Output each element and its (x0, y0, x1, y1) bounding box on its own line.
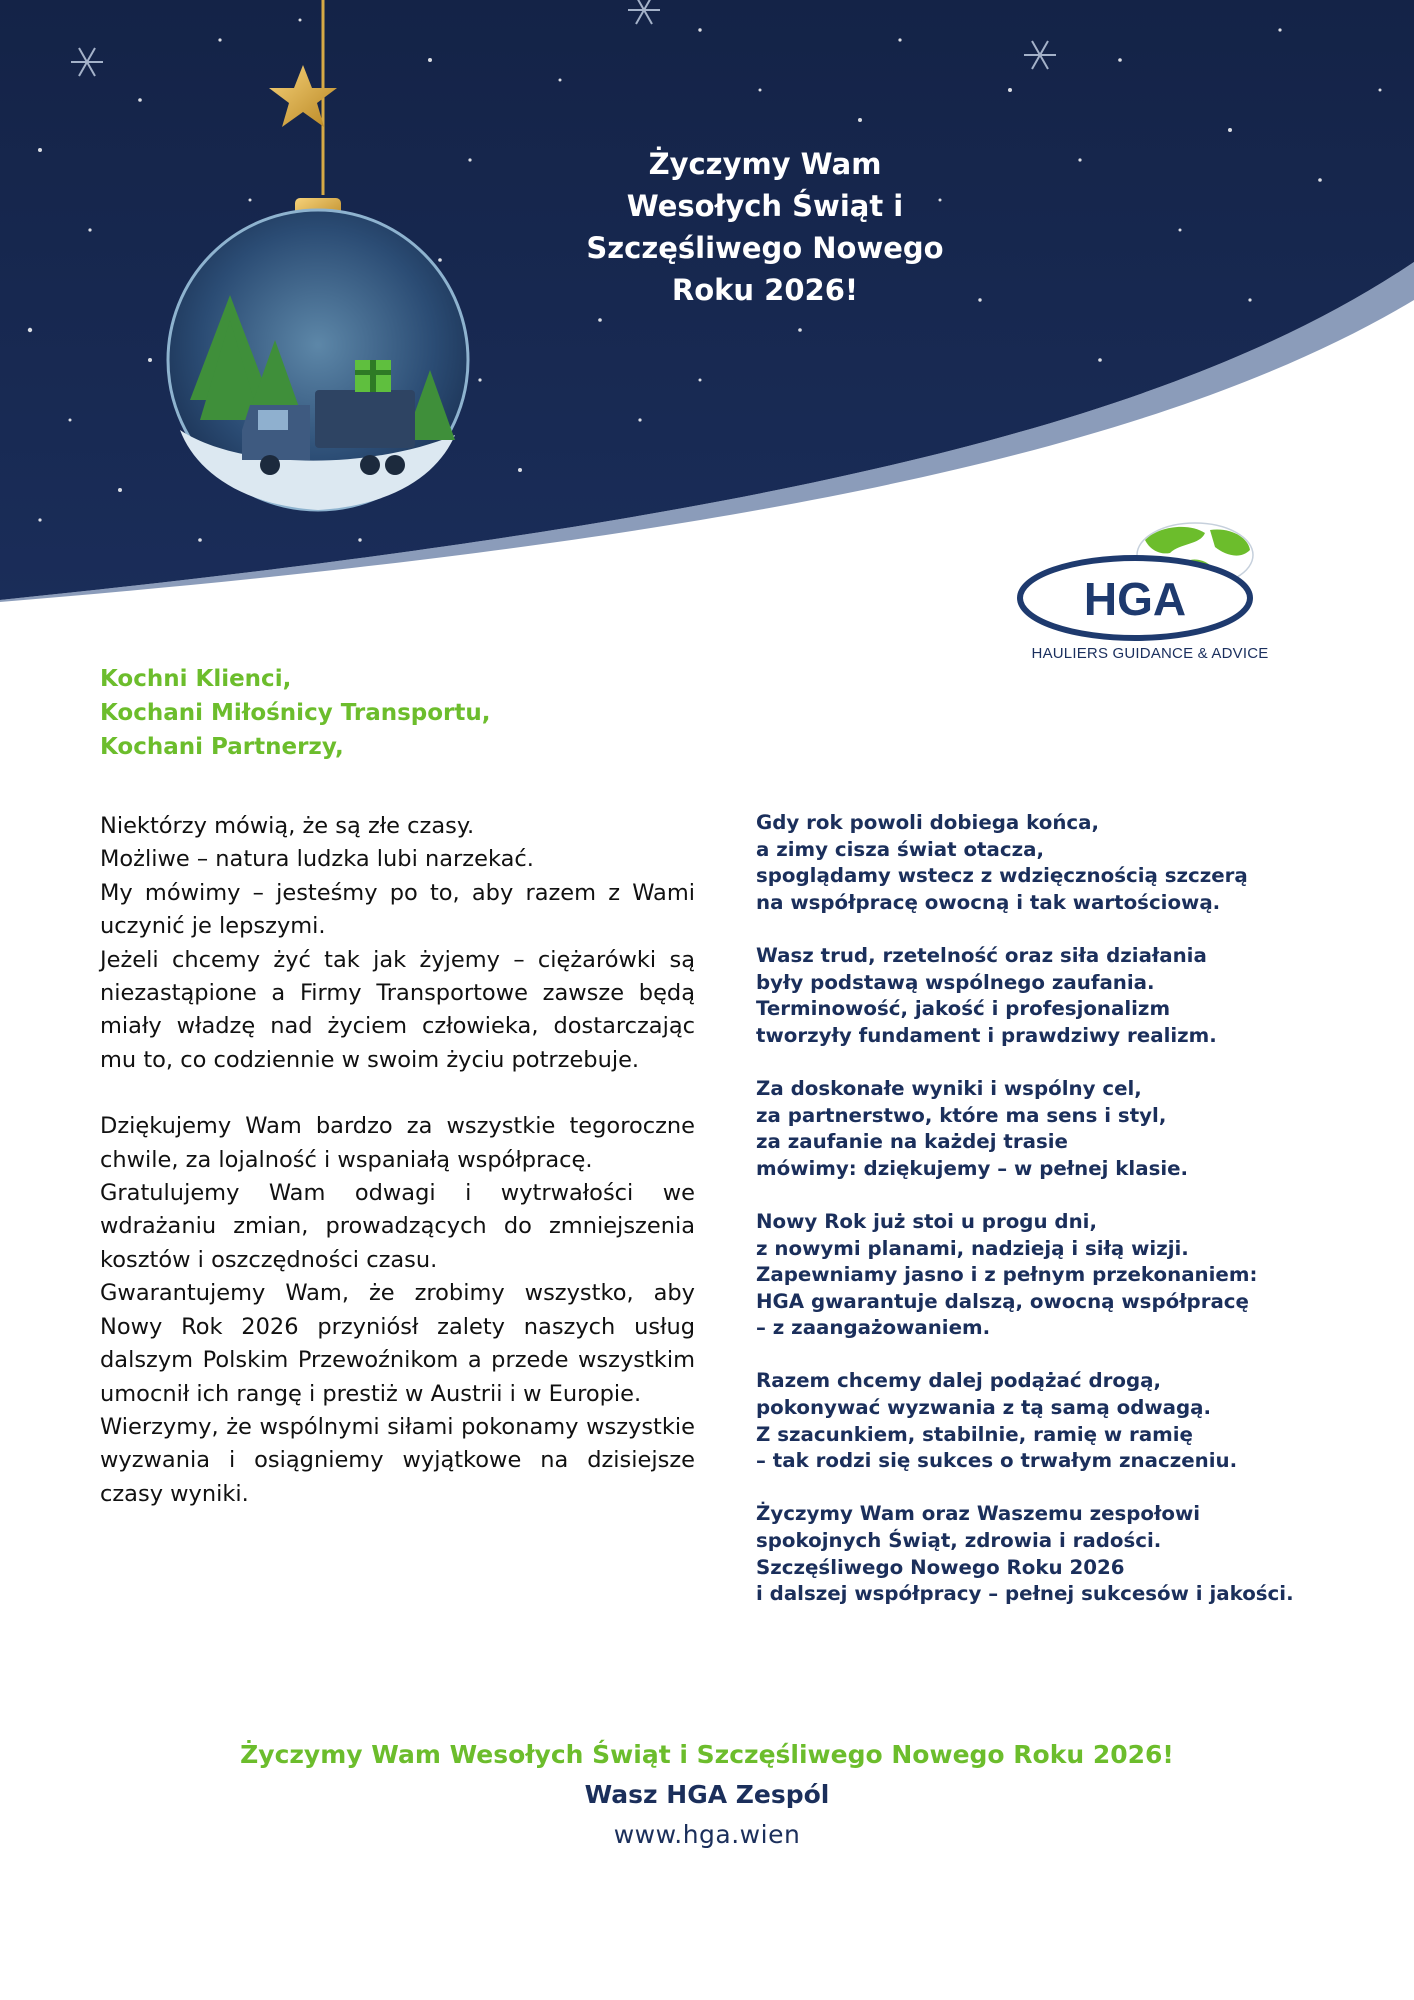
logo-tagline: HAULIERS GUIDANCE & ADVICE (1031, 645, 1269, 662)
headline-line: Wesołych Świąt i (626, 189, 904, 223)
poem-line: tworzyły fundament i prawdziwy realizm. (756, 1023, 1217, 1047)
poem-line: Gdy rok powoli dobiega końca, (756, 811, 1100, 834)
poem-line: Zapewniamy jasno i z pełnym przekonaniem: (756, 1263, 1258, 1287)
poem-stanza (756, 943, 1316, 1049)
poem-line: Terminowość, jakość i profesjonalizm (756, 997, 1171, 1021)
closing-wish: Życzymy Wam Wesołych Świąt i Szczęśliwego Nowego Roku 2026! (240, 1740, 1174, 1769)
poem-line: Razem chcemy dalej podążać drogą, (756, 1369, 1161, 1393)
poem-line: z nowymi planami, nadzieją i siłą wizji. (756, 1236, 1189, 1260)
poem-stanza (756, 1501, 1316, 1607)
body-sentence: Jeżeli chcemy żyć tak jak żyjemy – ciężarówki są niezastąpione a Firmy Transportowe zawsze będą miały władzę nad życiem człowieka, dostarczając mu to, co codziennie w swoim życiu potrzebuje. (100, 946, 695, 1073)
poem (756, 810, 1316, 1634)
body-sentence: Niektórzy mówią, że są złe czasy. (100, 813, 475, 839)
headline (545, 143, 985, 311)
poem-line: Szczęśliwego Nowego Roku 2026 (756, 1555, 1125, 1579)
logo-text: HGA (1083, 573, 1187, 625)
poem-line: Wasz trud, rzetelność oraz siła działania (756, 943, 1207, 967)
poem-line: a zimy cisza świat otacza, (756, 837, 1044, 861)
poem-stanza (756, 1209, 1316, 1342)
body-sentence: My mówimy – jesteśmy po to, aby razem z Wami uczynić je lepszymi. (100, 879, 695, 940)
poem-line: Za doskonałe wyniki i wspólny cel, (756, 1076, 1142, 1100)
poem-line: Z szacunkiem, stabilnie, ramię w ramię (756, 1422, 1193, 1446)
headline-line: Życzymy Wam (648, 147, 882, 181)
poem-line: spoglądamy wstecz z wdzięcznością szczerą (756, 864, 1248, 888)
poem-line: za zaufanie na każdej trasie (756, 1130, 1068, 1154)
poem-line: mówimy: dziękujemy – w pełnej klasie. (756, 1156, 1189, 1180)
poem-line: Nowy Rok już stoi u progu dni, (756, 1209, 1097, 1233)
poem-line: pokonywać wyzwania z tą samą odwagą. (756, 1396, 1212, 1420)
body-sentence: Gwarantujemy Wam, że zrobimy wszystko, aby Nowy Rok 2026 przyniósł zalety naszych usług dalszym Polskim Przewoźnikom a przede wszystkim umocnił ich rangę i prestiż w Austrii i w Europie. (100, 1280, 695, 1407)
body-sentence: Dziękujemy Wam bardzo za wszystkie tegoroczne chwile, za lojalność i wspaniałą współpracę. (100, 1113, 695, 1173)
poem-line: i dalszej współpracy – pełnej sukcesów i jakości. (756, 1582, 1294, 1606)
headline-line: Roku 2026! (671, 273, 859, 307)
signature: Wasz HGA Zespól (584, 1780, 830, 1809)
hga-logo (1010, 515, 1280, 665)
letter-body (100, 810, 695, 1511)
poem-stanza (756, 1368, 1316, 1474)
poem-line: były podstawą wspólnego zaufania. (756, 970, 1155, 994)
poem-line: na współpracę owocną i tak wartościową. (756, 890, 1221, 914)
website-link[interactable]: www.hga.wien (613, 1820, 801, 1849)
poem-line: – tak rodzi się sukces o trwałym znaczeniu. (756, 1449, 1238, 1473)
greeting-line: Kochni Klienci, (100, 666, 292, 692)
greeting (100, 662, 491, 764)
poem-stanza (756, 810, 1316, 916)
poem-line: za partnerstwo, które ma sens i styl, (756, 1103, 1167, 1127)
greeting-line: Kochani Partnerzy, (100, 734, 344, 760)
poem-line: Życzymy Wam oraz Waszemu zespołowi (756, 1502, 1201, 1526)
poem-line: HGA gwarantuje dalszą, owocną współpracę (756, 1289, 1249, 1313)
body-sentence: Gratulujemy Wam odwagi i wytrwałości we wdrażaniu zmian, prowadzących do zmniejszenia kosztów i oszczędności czasu. (100, 1180, 695, 1273)
poem-line: spokojnych Świąt, zdrowia i radości. (756, 1529, 1162, 1553)
body-sentence: Możliwe – natura ludzka lubi narzekać. (100, 846, 534, 873)
gift-icon (355, 360, 391, 392)
poem-stanza (756, 1076, 1316, 1182)
body-sentence: Wierzymy, że wspólnymi siłami pokonamy wszystkie wyzwania i osiągniemy wyjątkowe na dzisiejsze czasy wyniki. (100, 1413, 695, 1507)
greeting-line: Kochani Miłośnicy Transportu, (100, 700, 491, 726)
poem-line: – z zaangażowaniem. (756, 1316, 991, 1340)
headline-line: Szczęśliwego Nowego (586, 231, 944, 265)
